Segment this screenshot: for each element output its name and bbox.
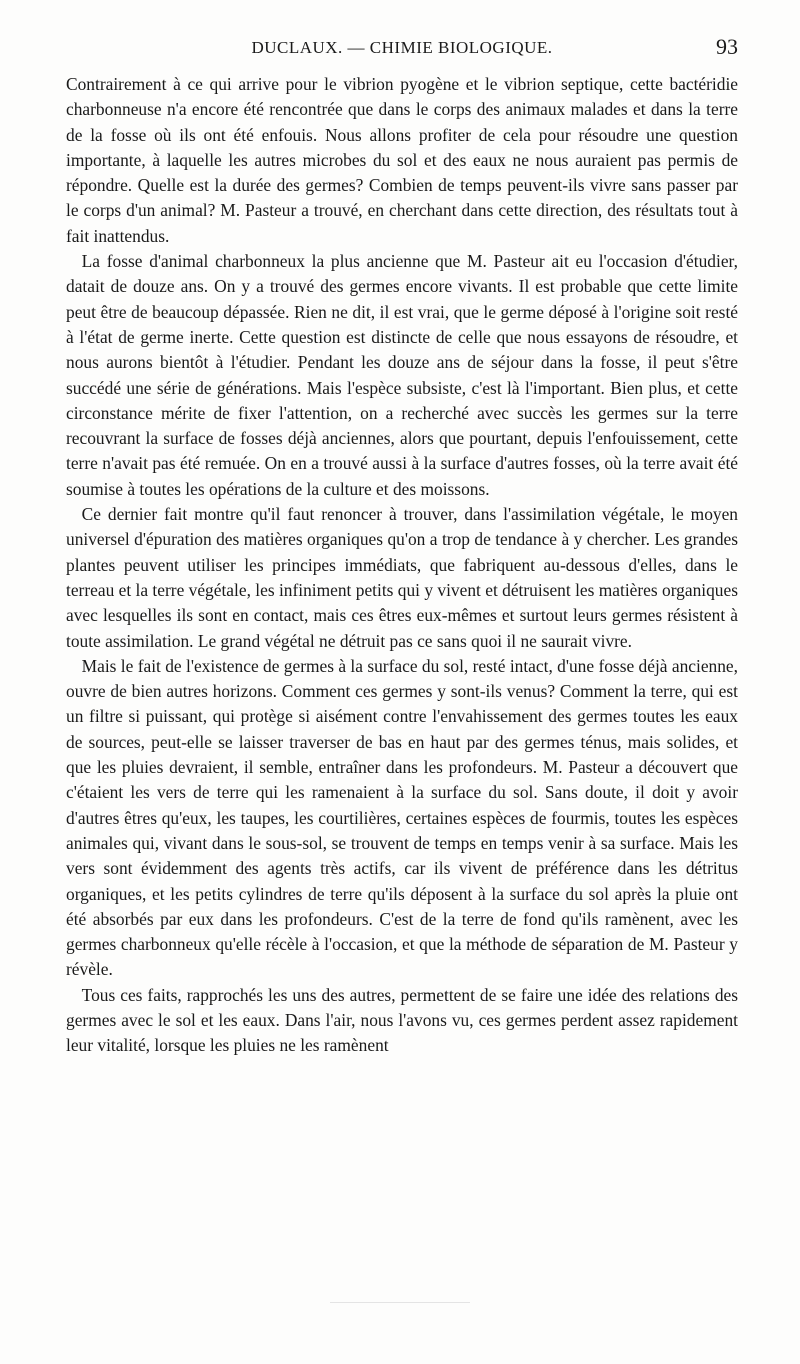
paragraph-3: Ce dernier fait montre qu'il faut renoncer à trouver, dans l'assimilation végétale, le moyen universel d'épuration des matières organiques qu'on a trop de tendance à y chercher. Les grandes plantes peuvent utiliser les principes immédiats, que fabriquent au-dessous d'elles, dans le terreau et la terre végétale, les infiniment petits qui y vivent et détruisent les matières organiques avec lesquelles ils sont en contact, mais ces êtres eux-mêmes et surtout leurs germes résistent à toute assimilation. Le grand végétal ne détruit pas ce sans quoi il ne saurait vivre. (66, 504, 738, 651)
body-text (66, 72, 738, 1059)
paragraph-5: Tous ces faits, rapprochés les uns des autres, permettent de se faire une idée des relations des germes avec le sol et les eaux. Dans l'air, nous l'avons vu, ces germes perdent assez rapidement leur vitalité, lorsque les pluies ne les ramènent (66, 984, 738, 1056)
page-header (66, 34, 738, 62)
paragraph-4: Mais le fait de l'existence de germes à la surface du sol, resté intact, d'une fosse déjà ancienne, ouvre de bien autres horizons. Comment ces germes y sont-ils venus? Comment la terre, qui est un filtre si puissant, qui protège si aisément contre l'envahissement des germes toutes les eaux de sources, peut-elle se laisser traverser de bas en haut par des germes ténus, mais solides, et que les pluies devraient, il semble, entraîner dans les profondeurs. M. Pasteur a découvert que c'étaient les vers de terre qui les ramenaient à la surface du sol. Sans doute, il doit y avoir d'autres êtres qu'eux, les taupes, les courtilières, certaines espèces de fourmis, toutes les espèces animales qui, vivant dans le sous-sol, se trouvent de temps en temps venir à sa surface. Mais les vers sont évidemment des agents très actifs, car ils vivent de préférence dans les détritus organiques, et les petits cylindres de terre qu'ils déposent à la surface du sol après la pluie ont été absorbés par eux dans les profondeurs. C'est de la terre de fond qu'ils ramènent, avec les germes charbonneux qu'elle récèle à l'occasion, et que la méthode de séparation de M. Pasteur y révèle. (66, 655, 738, 980)
paragraph-2: La fosse d'animal charbonneux la plus ancienne que M. Pasteur ait eu l'occasion d'étudier, datait de douze ans. On y a trouvé des germes encore vivants. Il est probable que cette limite peut être de beaucoup dépassée. Rien ne dit, il est vrai, que le germe déposé à l'origine soit resté à l'état de germe inerte. Cette question est distincte de celle que nous essayons de résoudre, et nous aurons bientôt à l'étudier. Pendant les douze ans de séjour dans la fosse, il peut s'être succédé une série de générations. Mais l'espèce subsiste, c'est là l'important. Bien plus, et cette circonstance mérite de fixer l'attention, on a recherché avec succès les germes sur la terre recouvrant la surface de fosses déjà anciennes, alors que pourtant, depuis l'enfouissement, cette terre n'avait pas été remuée. On en a trouvé aussi à la surface d'autres fosses, où la terre avait été soumise à toutes les opérations de la culture et des moissons. (66, 251, 738, 499)
page-number: 93 (716, 34, 738, 59)
running-head: DUCLAUX. — CHIMIE BIOLOGIQUE. (251, 38, 553, 57)
paragraph-1: Contrairement à ce qui arrive pour le vibrion pyogène et le vibrion septique, cette bactéridie charbonneuse n'a encore été rencontrée que dans le corps des animaux malades et dans la terre de la fosse où ils ont été enfouis. Nous allons profiter de cela pour résoudre une question importante, à laquelle les autres microbes du sol et des eaux ne nous auraient pas permis de répondre. Quelle est la durée des germes? Combien de temps peuvent-ils vivre sans passer par le corps d'un animal? M. Pasteur a trouvé, en cherchant dans cette direction, des résultats tout à fait inattendus. (66, 74, 738, 246)
footer-rule (330, 1302, 470, 1303)
